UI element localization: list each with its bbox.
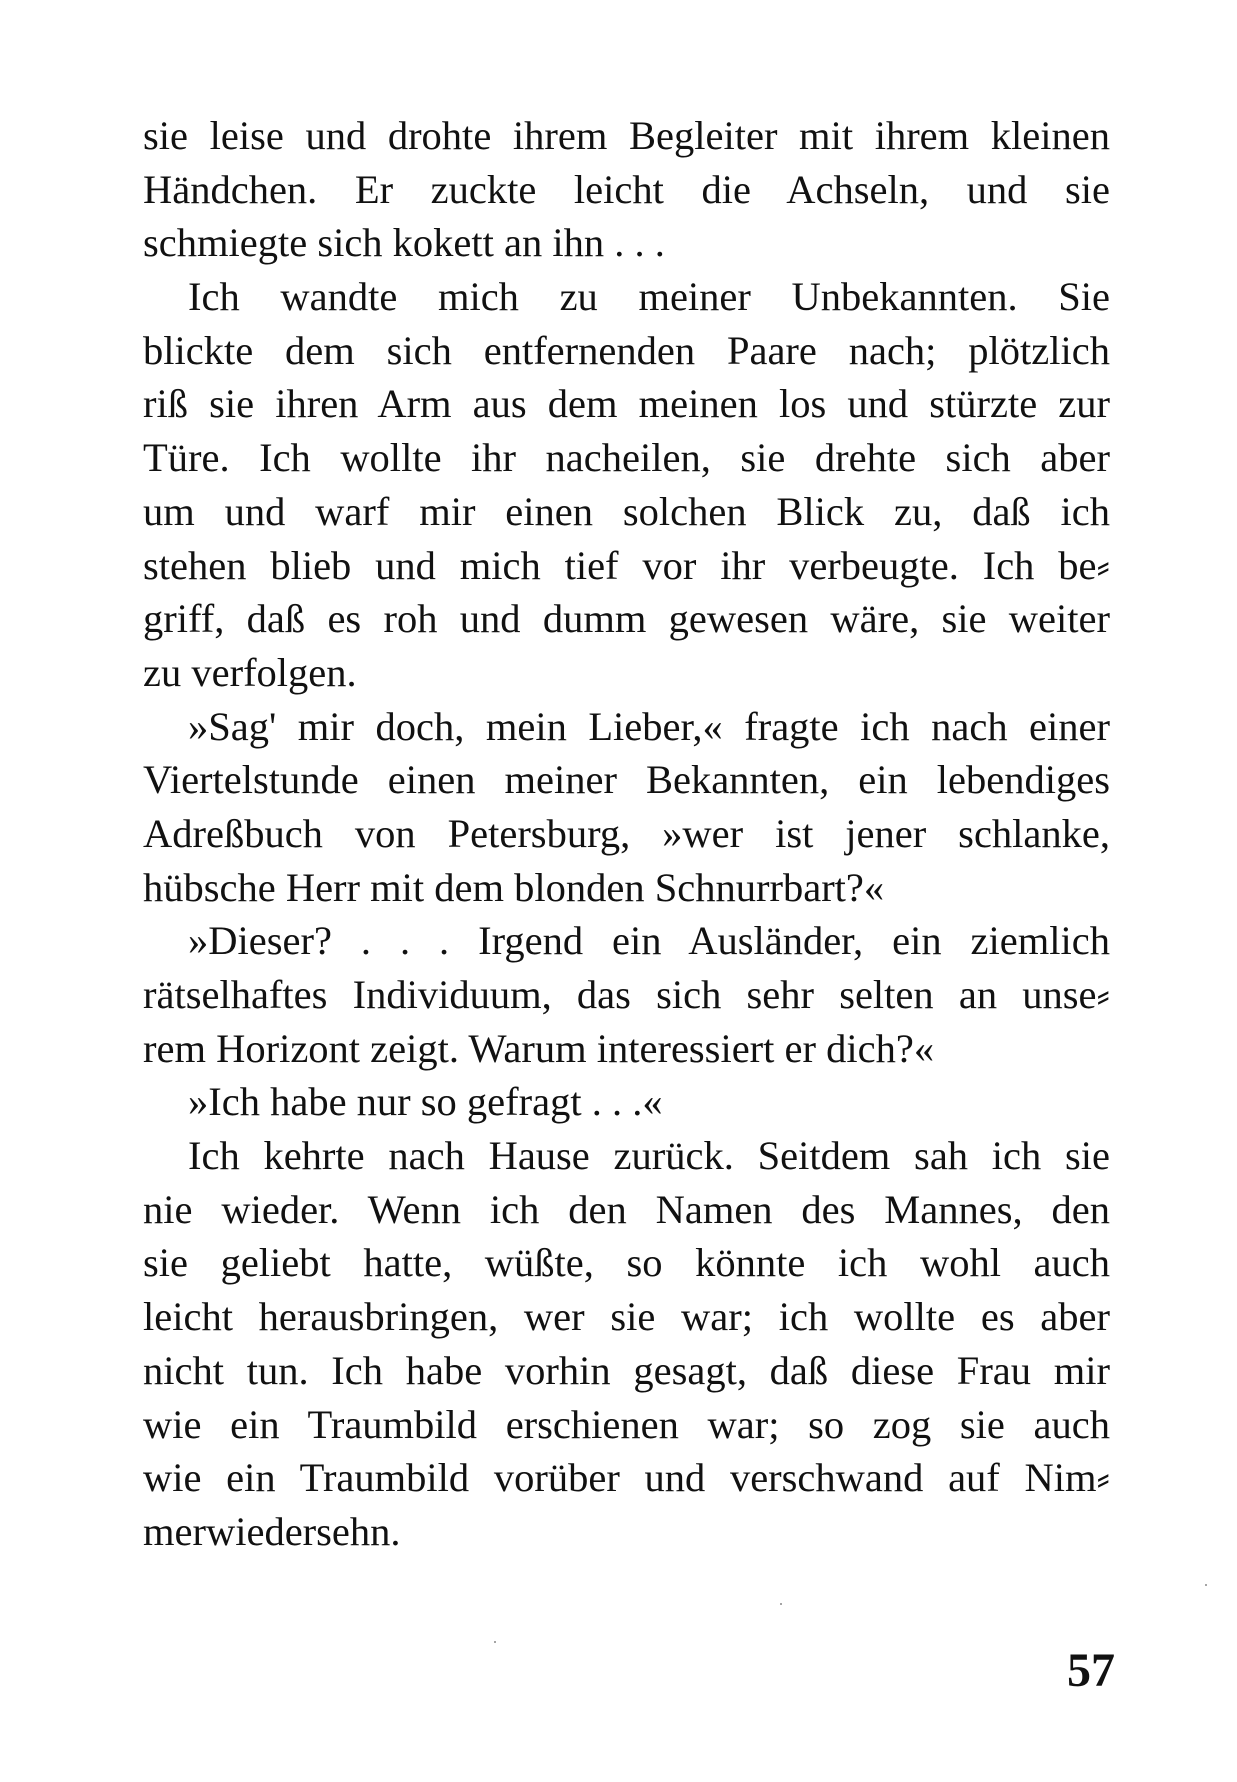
text-line: Viertelstunde einen meiner Bekannten, ein lebendiges xyxy=(143,757,1110,803)
scan-speck xyxy=(494,1641,496,1643)
text-line: Türe. Ich wollte ihr nacheilen, sie drehte sich aber xyxy=(143,435,1110,481)
text-line: stehen blieb und mich tief vor ihr verbeugte. Ich be⸗ xyxy=(143,542,1110,588)
text-line: griff, daß es roh und dumm gewesen wäre, sie weiter xyxy=(143,596,1110,642)
scan-speck xyxy=(780,1603,782,1605)
text-line: zu verfolgen. xyxy=(143,649,357,695)
text-line: um und warf mir einen solchen Blick zu, daß ich xyxy=(143,488,1110,534)
text-line: wie ein Traumbild erschienen war; so zog sie auch xyxy=(143,1401,1110,1447)
text-line: Ich kehrte nach Hause zurück. Seitdem sah ich sie xyxy=(188,1133,1110,1179)
scan-speck xyxy=(1205,1584,1207,1586)
text-line: »Ich habe nur so gefragt . . .« xyxy=(188,1079,663,1125)
text-line: rätselhaftes Individuum, das sich sehr selten an unse⸗ xyxy=(143,972,1110,1017)
text-line: wie ein Traumbild vorüber und verschwand auf Nim⸗ xyxy=(143,1455,1110,1501)
page-number: 57 xyxy=(1067,1644,1115,1697)
text-line: blickte dem sich entfernenden Paare nach; plötzlich xyxy=(143,327,1110,373)
text-line: hübsche Herr mit dem blonden Schnurrbart?« xyxy=(143,864,885,910)
body-text xyxy=(143,109,1110,1559)
text-line: leicht herausbringen, wer sie war; ich wollte es aber xyxy=(143,1294,1110,1340)
text-line: schmiegte sich kokett an ihn . . . xyxy=(143,220,665,266)
text-line: Ich wandte mich zu meiner Unbekannten. Sie xyxy=(188,274,1110,320)
text-line: riß sie ihren Arm aus dem meinen los und stürzte zur xyxy=(143,381,1110,427)
text-line: nie wieder. Wenn ich den Namen des Mannes, den xyxy=(143,1186,1110,1232)
text-line: »Dieser? . . . Irgend ein Ausländer, ein ziemlich xyxy=(188,918,1110,964)
text-line: Händchen. Er zuckte leicht die Achseln, und sie xyxy=(143,166,1110,212)
text-line: nicht tun. Ich habe vorhin gesagt, daß diese Frau mir xyxy=(143,1347,1110,1393)
text-line: Adreßbuch von Petersburg, »wer ist jener schlanke, xyxy=(143,810,1110,856)
text-line: sie geliebt hatte, wüßte, so könnte ich wohl auch xyxy=(143,1240,1110,1286)
text-line: »Sag' mir doch, mein Lieber,« fragte ich nach einer xyxy=(188,703,1110,749)
text-line: merwiedersehn. xyxy=(143,1508,401,1554)
text-line: rem Horizont zeigt. Warum interessiert er dich?« xyxy=(143,1025,935,1071)
text-line: sie leise und drohte ihrem Begleiter mit ihrem kleinen xyxy=(143,113,1110,158)
